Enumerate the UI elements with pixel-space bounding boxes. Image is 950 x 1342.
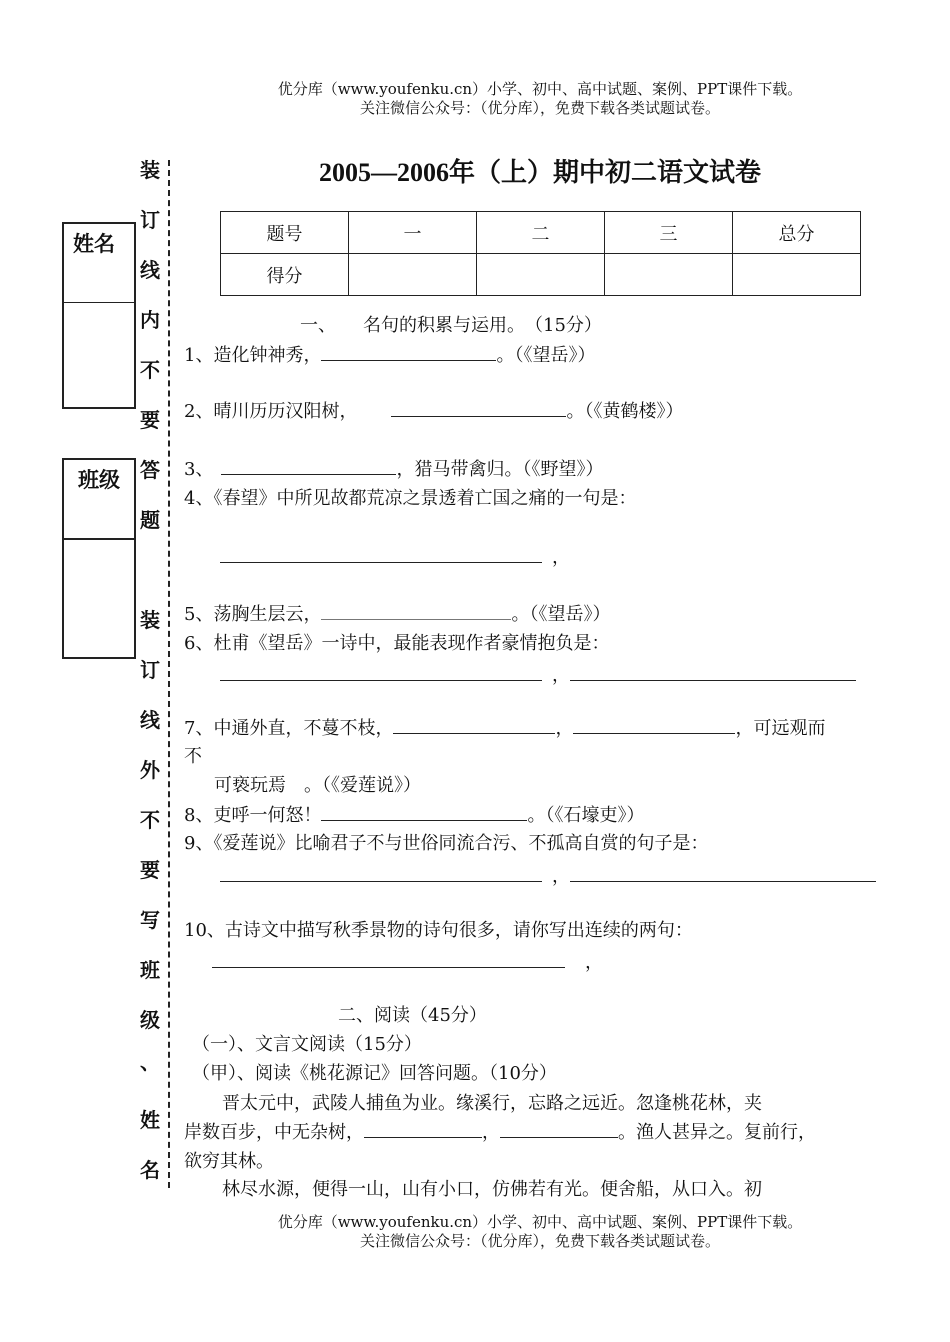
passage-text: 岸数百步，中无杂树，: [184, 1122, 364, 1143]
answer-blank[interactable]: [321, 804, 527, 821]
question-text: ，: [555, 718, 574, 739]
separator: ，: [585, 952, 603, 973]
table-header-cell: 二: [477, 212, 605, 254]
question-text: 。（《黄鹤楼》）: [566, 401, 684, 422]
passage-text: 。渔人甚异之。复前行，: [618, 1122, 816, 1143]
answer-blank[interactable]: [393, 717, 555, 734]
score-cell[interactable]: [477, 254, 605, 296]
question-text: 。（《望岳》）: [496, 345, 596, 366]
binding-char: 写: [140, 908, 160, 932]
passage-text: ，: [482, 1122, 500, 1143]
name-box: [62, 222, 136, 409]
question-text: ，可远观而: [735, 718, 826, 739]
question-text: 1、造化钟神秀，: [184, 345, 322, 366]
answer-blank[interactable]: [220, 865, 542, 882]
question-10-answer: [212, 951, 603, 974]
section2-heading: 二、阅读（45分）: [338, 1005, 487, 1026]
binding-char: 装: [140, 608, 160, 632]
binding-char: 不: [140, 358, 160, 382]
question-4-answer: [220, 546, 570, 569]
answer-blank[interactable]: [573, 717, 735, 734]
question-10: 10、古诗文中描写秋季景物的诗句很多，请你写出连续的两句：: [184, 920, 693, 941]
question-text: 。（《望岳》）: [511, 604, 611, 625]
question-9-answer: [220, 865, 876, 888]
question-7-line2: 可亵玩焉 。（《爱莲说》）: [214, 775, 421, 796]
table-header-cell: 总分: [733, 212, 861, 254]
question-text: 2、晴川历历汉阳树，: [184, 401, 358, 422]
binding-char: 订: [140, 658, 160, 682]
binding-char: 答: [140, 458, 160, 482]
binding-char: 姓: [140, 1108, 160, 1132]
separator: ，: [552, 665, 570, 686]
answer-blank[interactable]: [220, 546, 542, 563]
score-cell[interactable]: [733, 254, 861, 296]
question-text: ，猎马带禽归。（《野望》）: [396, 459, 604, 480]
binding-char: 级: [140, 1008, 160, 1032]
table-row-label: 得分: [221, 254, 349, 296]
answer-blank[interactable]: [391, 400, 566, 417]
question-text: 3、: [184, 459, 214, 480]
answer-blank[interactable]: [500, 1121, 618, 1138]
class-box-divider: [64, 538, 134, 540]
footer-line-2: 关注微信公众号：（优分库），免费下载各类试题试卷。: [359, 1232, 720, 1250]
separator: ，: [552, 866, 570, 887]
question-1: [184, 344, 595, 367]
question-text: 。（《石壕吏》）: [527, 805, 645, 826]
answer-blank[interactable]: [220, 664, 542, 681]
answer-blank[interactable]: [570, 865, 876, 882]
passage-line: [184, 1118, 816, 1147]
question-6: 6、杜甫《望岳》一诗中，最能表现作者豪情抱负是：: [184, 633, 610, 654]
header-line-2: 关注微信公众号：（优分库），免费下载各类试题试卷。: [359, 99, 720, 117]
binding-dashed-line: [168, 160, 170, 1188]
section1-heading: 一、 名句的积累与运用。 （15分）: [300, 315, 602, 336]
answer-blank[interactable]: [212, 951, 565, 968]
answer-blank[interactable]: [321, 603, 511, 620]
header-line-1: 优分库（www.youfenku.cn）小学、初中、高中试题、案例、PPT课件下载。: [277, 80, 803, 98]
class-box-label: 班级: [78, 467, 120, 492]
binding-char: 线: [140, 258, 160, 282]
question-text: 5、荡胸生层云，: [184, 604, 322, 625]
binding-char: 不: [140, 808, 160, 832]
binding-char: 内: [140, 308, 160, 332]
binding-char: 班: [140, 958, 160, 982]
class-box: [62, 458, 136, 659]
passage-line: 欲穷其林。: [184, 1151, 274, 1172]
question-4: 4、《春望》中所见故都荒凉之景透着亡国之痛的一句是：: [184, 488, 637, 509]
question-5: [184, 603, 610, 626]
binding-char: 、: [140, 1050, 160, 1074]
question-2: [184, 400, 683, 423]
section2-sub2: （甲）、阅读《桃花源记》回答问题。（10分）: [192, 1063, 557, 1084]
question-7-wrap: 不: [184, 746, 202, 767]
score-cell[interactable]: [605, 254, 733, 296]
binding-char: 要: [140, 858, 160, 882]
score-table: [220, 211, 861, 296]
passage-line: 晋太元中，武陵人捕鱼为业。缘溪行，忘路之远近。忽逢桃花林，夹: [222, 1093, 762, 1114]
table-row: [221, 212, 861, 254]
section2-sub1: （一）、文言文阅读（15分）: [192, 1034, 422, 1055]
binding-char: 线: [140, 708, 160, 732]
separator: ，: [552, 547, 570, 568]
answer-blank[interactable]: [570, 664, 856, 681]
binding-char: 题: [140, 508, 160, 532]
name-box-divider: [64, 302, 134, 303]
question-6-answer: [220, 664, 856, 687]
table-header-cell: 一: [349, 212, 477, 254]
question-9: 9、《爱莲说》比喻君子不与世俗同流合污、不孤高自赏的句子是：: [184, 833, 709, 854]
binding-char: 名: [140, 1158, 160, 1182]
table-header-cell: 题号: [221, 212, 349, 254]
question-text: 8、吏呼一何怒！: [184, 805, 322, 826]
answer-blank[interactable]: [221, 458, 396, 475]
footer-line-1: 优分库（www.youfenku.cn）小学、初中、高中试题、案例、PPT课件下载。: [277, 1213, 803, 1231]
table-row: [221, 254, 861, 296]
binding-char: 外: [140, 758, 160, 782]
binding-char: 订: [140, 208, 160, 232]
question-7: [184, 717, 825, 740]
passage-line: 林尽水源，便得一山，山有小口，仿佛若有光。便舍船，从口入。初: [222, 1179, 762, 1200]
question-3: [184, 458, 603, 481]
name-box-label: 姓名: [73, 231, 115, 256]
binding-char: 要: [140, 408, 160, 432]
page-title: 2005—2006年（上）期中初二语文试卷: [318, 158, 761, 187]
question-8: [184, 804, 644, 827]
answer-blank[interactable]: [364, 1121, 482, 1138]
score-cell[interactable]: [349, 254, 477, 296]
question-text: 7、中通外直，不蔓不枝，: [184, 718, 394, 739]
binding-char: 装: [140, 158, 160, 182]
table-header-cell: 三: [605, 212, 733, 254]
answer-blank[interactable]: [321, 344, 496, 361]
